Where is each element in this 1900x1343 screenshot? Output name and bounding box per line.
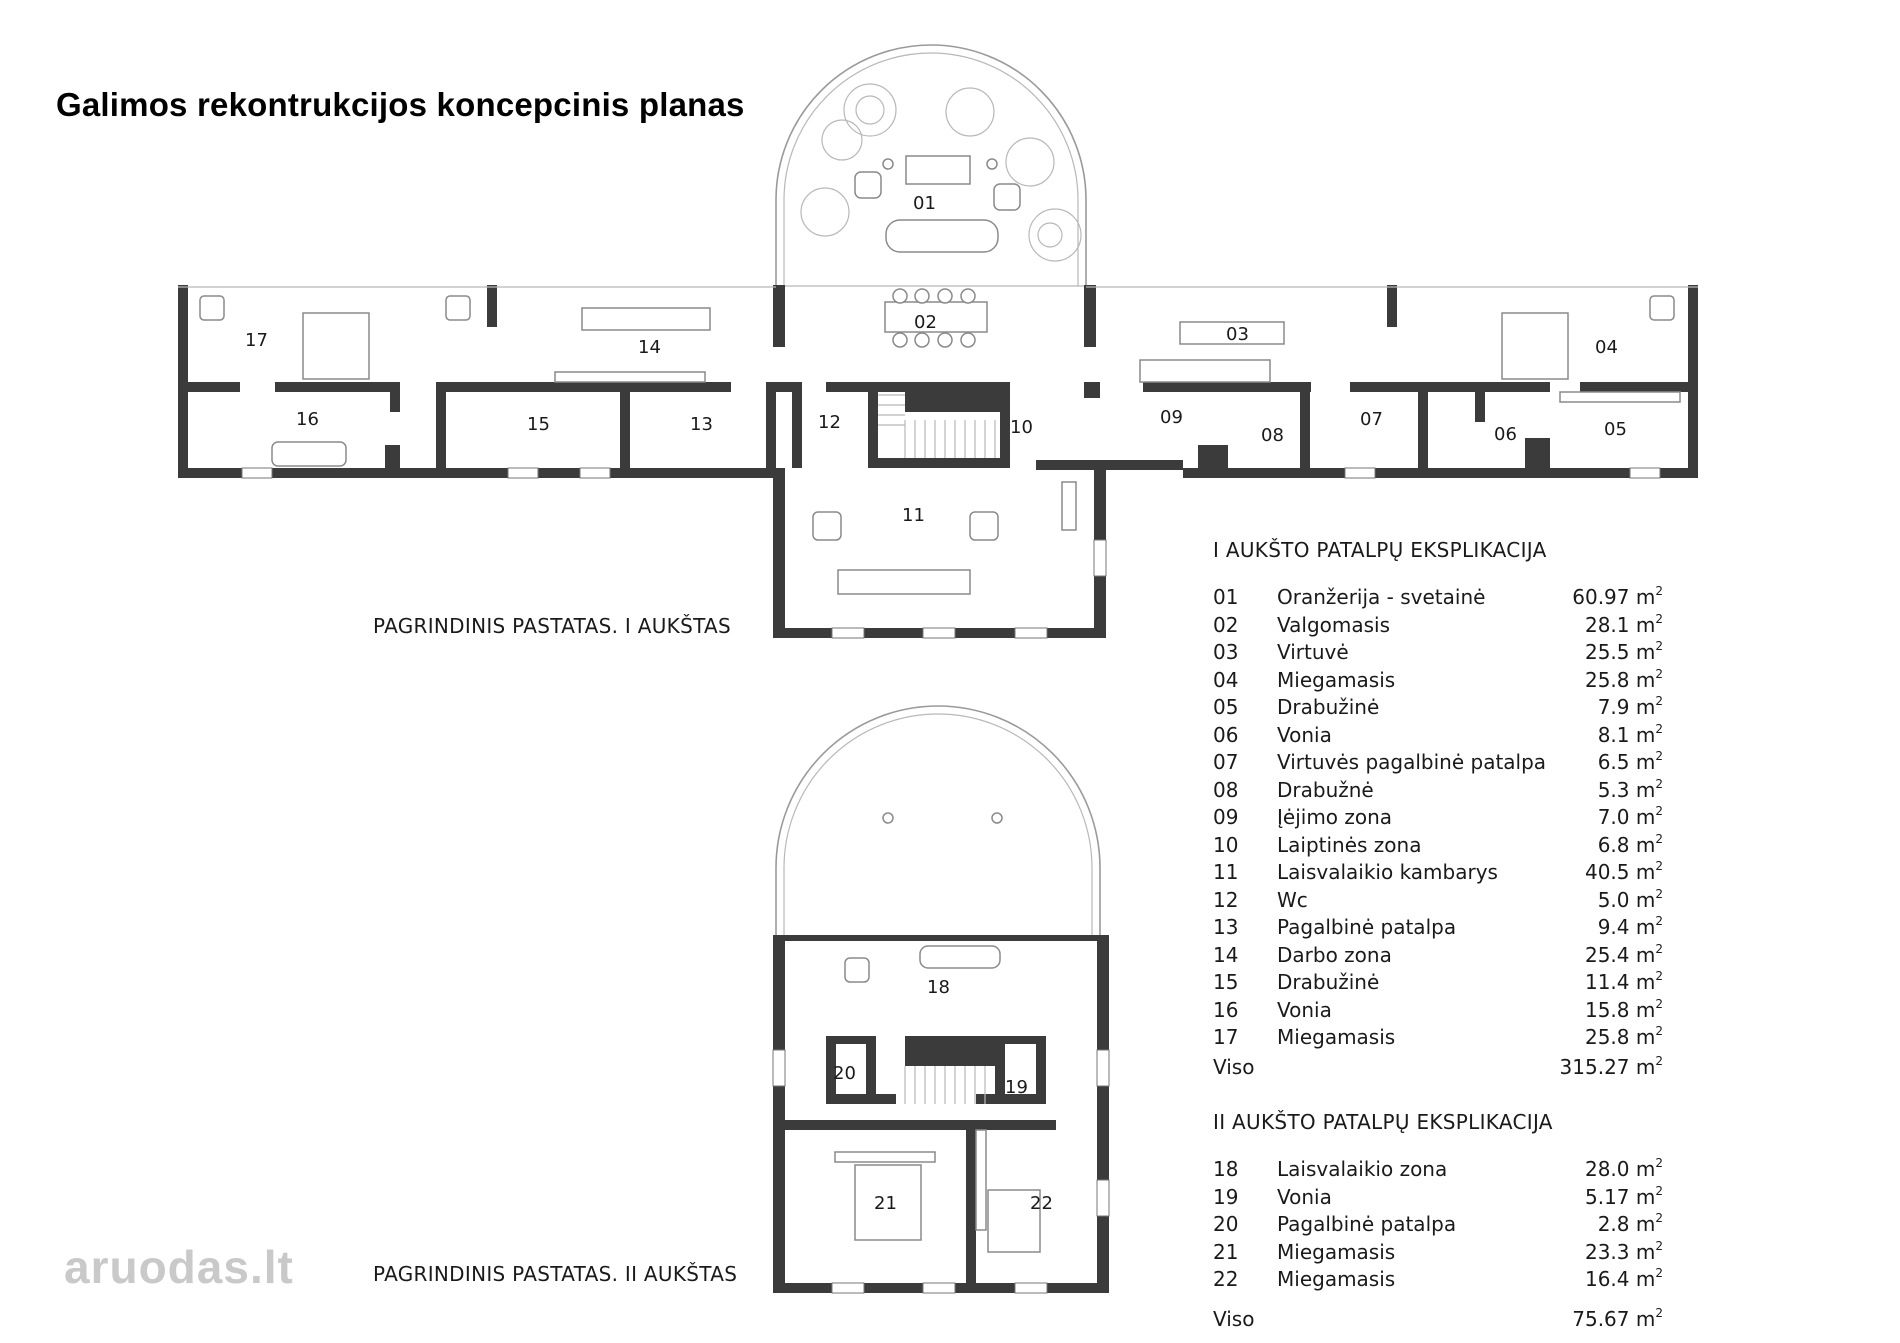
explication-row: [1213, 612, 1663, 640]
room-name: Laisvalaikio zona: [1277, 1157, 1448, 1181]
room-name: Miegamasis: [1277, 667, 1396, 692]
floor-2-explication: [1213, 1110, 1663, 1333]
room-name: Pagalbinė patalpa: [1277, 915, 1457, 939]
room-no: 06: [1213, 722, 1239, 747]
desk: [582, 308, 710, 330]
room-number: 17: [245, 330, 268, 351]
room-number: 16: [296, 409, 319, 430]
room-area: 25.4 $m^2$: [1584, 941, 1663, 967]
coffee-table: [906, 156, 970, 184]
total-label: Viso: [1213, 1306, 1255, 1331]
kitchen-counter: [1140, 360, 1270, 382]
room-number: 02: [914, 312, 937, 333]
room-no: 01: [1213, 585, 1239, 609]
room-number: 06: [1494, 424, 1517, 445]
room-area: 60.97 $m^2$: [1572, 584, 1663, 609]
explication-row: [1213, 859, 1663, 887]
armchair: [855, 172, 881, 198]
room-area: 5.17 $m^2$: [1584, 1183, 1663, 1209]
room-name: Drabužnė: [1277, 777, 1374, 802]
room-number: 08: [1261, 425, 1284, 446]
room-number: 21: [874, 1193, 897, 1214]
floor-2-plan: [773, 706, 1109, 1293]
wardrobe: [1560, 392, 1680, 402]
room-no: 19: [1213, 1184, 1239, 1209]
wardrobe: [976, 1130, 986, 1230]
upper-dome: [776, 706, 1100, 936]
explication-row: [1213, 1211, 1663, 1239]
explication-row: [1213, 804, 1663, 832]
bed: [303, 313, 369, 379]
room-area: 25.8 $m^2$: [1584, 1024, 1663, 1049]
armchair: [813, 512, 841, 540]
armchair: [845, 958, 869, 982]
explication-row: [1213, 749, 1663, 777]
explication-row: [1213, 887, 1663, 915]
stair: [905, 1066, 985, 1104]
room-area: 5.3 $m^2$: [1597, 776, 1663, 802]
room-name: Įėjimo zona: [1277, 805, 1393, 829]
room-no: 21: [1213, 1239, 1239, 1264]
total-label: Viso: [1213, 1054, 1255, 1079]
room-area: 6.5 $m^2$: [1597, 749, 1663, 774]
room-name: Laisvalaikio kambarys: [1277, 860, 1498, 884]
bathtub: [272, 442, 346, 466]
explication-total: [1213, 1054, 1663, 1082]
room-area: 8.1 $m^2$: [1597, 721, 1663, 747]
room-number: 15: [527, 414, 550, 435]
armchair: [446, 296, 470, 320]
room-no: 18: [1213, 1157, 1239, 1181]
bed: [1502, 313, 1568, 379]
room-area: 2.8 $m^2$: [1597, 1211, 1663, 1236]
room-area: 28.1 $m^2$: [1584, 611, 1663, 637]
explication-rows: [1213, 584, 1663, 1052]
explication-rows: [1213, 1156, 1663, 1294]
room-area: 15.8 $m^2$: [1584, 996, 1663, 1022]
room-name: Oranžerija - svetainė: [1277, 585, 1486, 609]
explication-title: I AUKŠTO PATALPŲ EKSPLIKACIJA: [1213, 538, 1547, 562]
room-no: 16: [1213, 997, 1239, 1022]
explication-row: [1213, 639, 1663, 667]
total-area: 75.67 $m^2$: [1572, 1305, 1663, 1331]
floor-1-explication: [1213, 538, 1663, 1081]
explication-row: [1213, 1156, 1663, 1184]
page-title: Galimos rekontrukcijos koncepcinis planas: [56, 86, 745, 123]
room-number: 18: [927, 977, 950, 998]
room-no: 02: [1213, 612, 1239, 637]
explication-row: [1213, 667, 1663, 695]
conservatory-dome: [776, 45, 1086, 286]
wardrobe: [835, 1152, 935, 1162]
room-number: 11: [902, 505, 925, 526]
room-no: 12: [1213, 887, 1239, 912]
room-name: Vonia: [1277, 722, 1332, 747]
room-name: Vonia: [1277, 997, 1332, 1022]
room-area: 7.9 $m^2$: [1597, 694, 1663, 719]
explication-row: [1213, 584, 1663, 612]
explication-title: II AUKŠTO PATALPŲ EKSPLIKACIJA: [1213, 1110, 1553, 1134]
room-area: 7.0 $m^2$: [1597, 804, 1663, 829]
room-name: Laiptinės zona: [1277, 832, 1422, 857]
room-number: 01: [913, 193, 936, 214]
room-area: 5.0 $m^2$: [1597, 886, 1663, 912]
tv-unit: [1062, 482, 1076, 530]
explication-row: [1213, 914, 1663, 942]
room-number: 10: [1010, 417, 1033, 438]
room-area: 6.8 $m^2$: [1597, 831, 1663, 857]
room-no: 20: [1213, 1212, 1239, 1236]
room-area: 25.5 $m^2$: [1584, 639, 1663, 664]
explication-row: [1213, 997, 1663, 1025]
explication-row: [1213, 1184, 1663, 1212]
room-no: 05: [1213, 695, 1239, 719]
explication-row: [1213, 942, 1663, 970]
armchair: [970, 512, 998, 540]
sofa: [886, 220, 998, 252]
explication-row: [1213, 969, 1663, 997]
room-no: 03: [1213, 640, 1239, 664]
explication-row: [1213, 1024, 1663, 1052]
room-no: 10: [1213, 832, 1239, 857]
room-name: Miegamasis: [1277, 1025, 1396, 1049]
room-no: 07: [1213, 750, 1239, 774]
explication-total: [1213, 1306, 1663, 1334]
room-number: 05: [1604, 419, 1627, 440]
sofa: [838, 570, 970, 594]
room-area: 9.4 $m^2$: [1597, 914, 1663, 939]
room-no: 08: [1213, 777, 1239, 802]
room-number: 14: [638, 337, 661, 358]
explication-row: [1213, 832, 1663, 860]
room-no: 17: [1213, 1025, 1239, 1049]
room-area: 25.8 $m^2$: [1584, 666, 1663, 692]
room-no: 11: [1213, 860, 1239, 884]
room-name: Virtuvė: [1277, 640, 1349, 664]
floor-2-caption: PAGRINDINIS PASTATAS. II AUKŠTAS: [373, 1262, 738, 1286]
sofa: [920, 946, 1000, 968]
room-name: Valgomasis: [1277, 612, 1391, 637]
room-no: 09: [1213, 805, 1239, 829]
explication-row: [1213, 722, 1663, 750]
room-name: Darbo zona: [1277, 942, 1392, 967]
wardrobe: [555, 372, 705, 382]
room-number: 20: [833, 1063, 856, 1084]
watermark-logo: aruodas.lt: [64, 1241, 294, 1293]
armchair: [994, 184, 1020, 210]
room-number: 04: [1595, 337, 1618, 358]
explication-row: [1213, 777, 1663, 805]
room-area: 40.5 $m^2$: [1584, 859, 1663, 884]
room-number: 03: [1226, 324, 1249, 345]
room-number: 13: [690, 414, 713, 435]
room-name: Pagalbinė patalpa: [1277, 1212, 1457, 1236]
room-no: 14: [1213, 942, 1239, 967]
armchair: [200, 296, 224, 320]
room-name: Miegamasis: [1277, 1239, 1396, 1264]
total-area: 315.27 $m^2$: [1559, 1053, 1663, 1079]
floor-1-caption: PAGRINDINIS PASTATAS. I AUKŠTAS: [373, 614, 732, 638]
room-area: 28.0 $m^2$: [1584, 1156, 1663, 1181]
room-no: 22: [1213, 1267, 1239, 1291]
room-number: 19: [1005, 1077, 1028, 1098]
explication-row: [1213, 694, 1663, 722]
room-no: 04: [1213, 667, 1239, 692]
room-area: 23.3 $m^2$: [1584, 1238, 1663, 1264]
room-number: 22: [1030, 1193, 1053, 1214]
armchair: [1650, 296, 1674, 320]
room-number: 12: [818, 412, 841, 433]
explication-row: [1213, 1266, 1663, 1294]
explication-row: [1213, 1239, 1663, 1267]
room-name: Vonia: [1277, 1184, 1332, 1209]
room-name: Virtuvės pagalbinė patalpa: [1277, 750, 1547, 774]
room-no: 13: [1213, 915, 1239, 939]
room-name: Drabužinė: [1277, 695, 1380, 719]
room-no: 15: [1213, 970, 1239, 994]
room-name: Drabužinė: [1277, 970, 1380, 994]
room-area: 16.4 $m^2$: [1584, 1266, 1663, 1291]
room-number: 07: [1360, 409, 1383, 430]
room-area: 11.4 $m^2$: [1584, 969, 1663, 994]
room-name: Miegamasis: [1277, 1267, 1396, 1291]
room-name: Wc: [1277, 887, 1308, 912]
windows: [773, 1050, 1109, 1293]
room-number: 09: [1160, 407, 1183, 428]
